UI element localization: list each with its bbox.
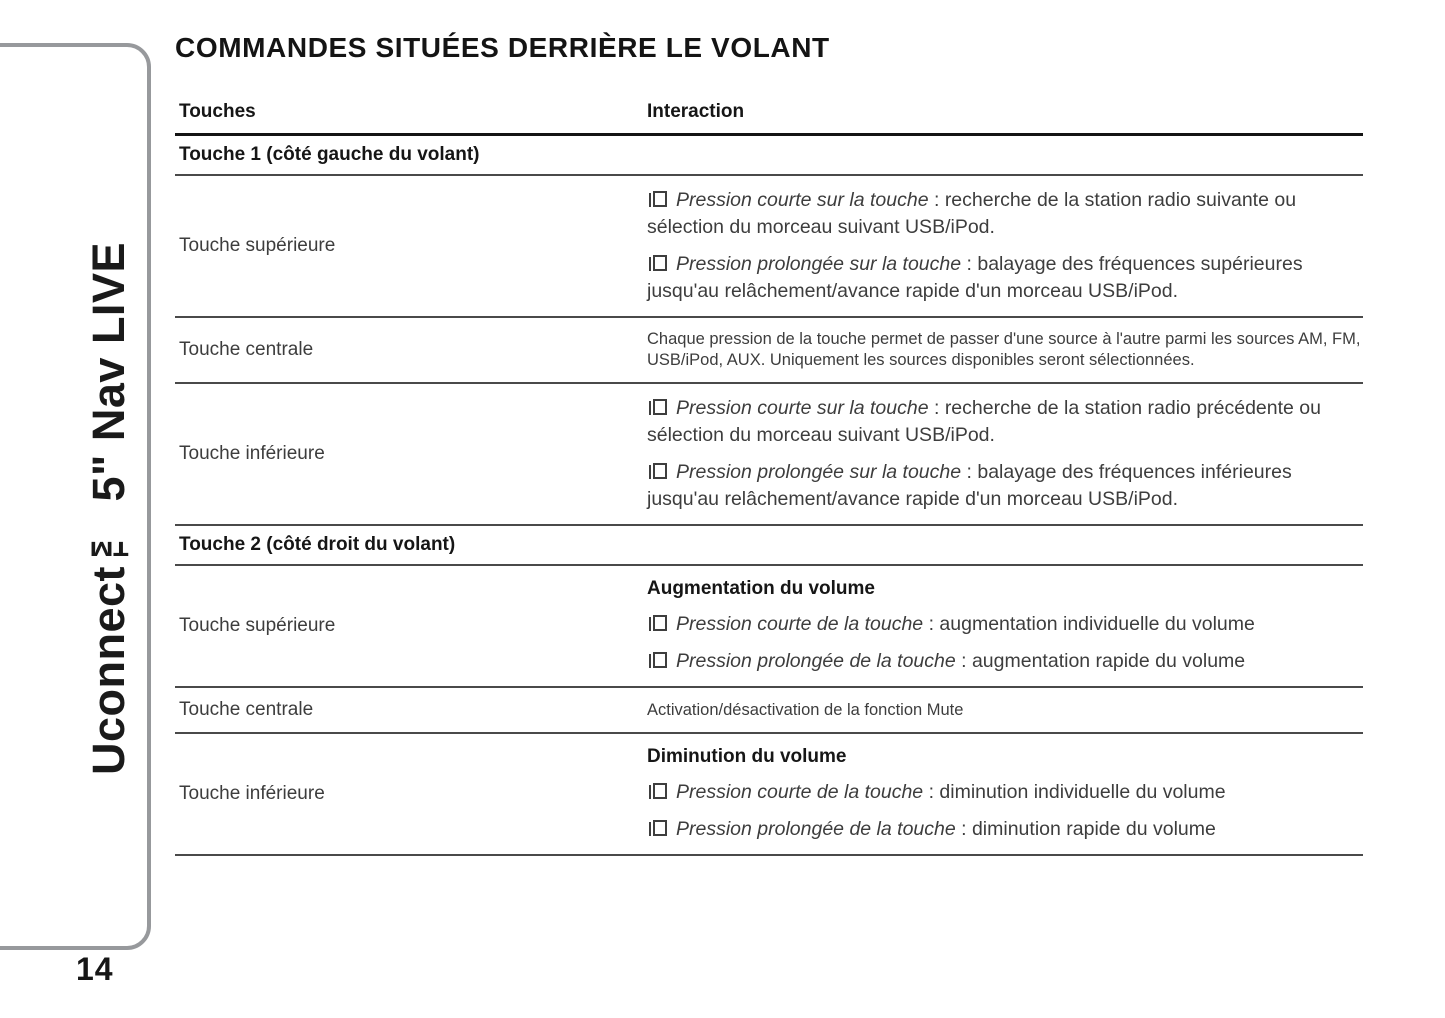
table-row-touche1-superieure bbox=[175, 176, 1363, 318]
interaction-text: Activation/désactivation de la fonction Mute bbox=[647, 700, 964, 719]
interaction-text: : balayage des fréquences inférieures jusqu'au relâchement/avance rapide d'un morceau USB/iPod. bbox=[647, 461, 1292, 510]
column-header-interaction: Interaction bbox=[647, 101, 745, 122]
table-row-touche2-centrale bbox=[175, 688, 1363, 734]
section-row-touche-2: Touche 2 (côté droit du volant) bbox=[175, 526, 1363, 566]
key-press-icon bbox=[653, 463, 667, 479]
interaction-text: : diminution individuelle du volume bbox=[923, 781, 1226, 803]
interaction-text: : recherche de la station radio suivante ou sélection du morceau suivant USB/iPod. bbox=[647, 189, 1297, 238]
interaction-emphasis: Pression courte de la touche bbox=[676, 613, 924, 635]
interaction-text: : augmentation individuelle du volume bbox=[923, 613, 1255, 635]
interaction-emphasis: Pression prolongée sur la touche bbox=[676, 253, 962, 275]
key-press-icon bbox=[653, 652, 667, 668]
touch-label: Touche centrale bbox=[179, 699, 314, 720]
interaction-item bbox=[647, 648, 1363, 675]
interaction-item bbox=[647, 459, 1363, 513]
interaction-text: : recherche de la station radio précédente ou sélection du morceau suivant USB/iPod. bbox=[647, 397, 1321, 446]
page-title: COMMANDES SITUÉES DERRIÈRE LE VOLANT bbox=[175, 32, 830, 63]
interaction-subheading: Diminution du volume bbox=[647, 746, 847, 767]
interaction-item bbox=[647, 395, 1363, 449]
interaction-subheading: Augmentation du volume bbox=[647, 578, 875, 599]
page-number: 14 bbox=[76, 951, 114, 987]
interaction-emphasis: Pression prolongée de la touche bbox=[676, 818, 956, 840]
interaction-item bbox=[647, 187, 1363, 241]
key-press-icon bbox=[653, 615, 667, 631]
table-row-touche1-centrale bbox=[175, 318, 1363, 384]
touch-label: Touche inférieure bbox=[179, 443, 325, 464]
interaction-text: : balayage des fréquences supérieures jusqu'au relâchement/avance rapide d'un morceau USB/iPod. bbox=[647, 253, 1303, 302]
interaction-item bbox=[647, 816, 1363, 843]
table-header-row bbox=[175, 95, 1363, 136]
interaction-cell bbox=[647, 577, 1363, 675]
interaction-cell bbox=[647, 745, 1363, 843]
column-header-touches: Touches bbox=[179, 101, 256, 122]
touch-label: Touche centrale bbox=[179, 339, 314, 360]
interaction-text: Chaque pression de la touche permet de passer d'une source à l'autre parmi les sources AM, FM, USB/iPod, AUX. Uniquement les sources disponibles seront sélectionnées. bbox=[647, 330, 1361, 369]
key-press-icon bbox=[653, 191, 667, 207]
interaction-emphasis: Pression prolongée de la touche bbox=[676, 650, 956, 672]
sidebar-vertical-title: Uconnect™ 5" Nav LIVE bbox=[83, 242, 134, 775]
interaction-emphasis: Pression courte de la touche bbox=[676, 781, 924, 803]
interaction-cell bbox=[647, 329, 1363, 371]
table-row-touche1-inferieure bbox=[175, 384, 1363, 526]
key-press-icon bbox=[653, 255, 667, 271]
key-press-icon bbox=[653, 399, 667, 415]
interaction-text: : augmentation rapide du volume bbox=[955, 650, 1246, 672]
interaction-cell bbox=[647, 187, 1363, 305]
key-press-icon bbox=[653, 783, 667, 799]
section-row-touche-1: Touche 1 (côté gauche du volant) bbox=[175, 136, 1363, 176]
touch-label: Touche supérieure bbox=[179, 615, 336, 636]
interaction-item bbox=[647, 779, 1363, 806]
touch-label: Touche supérieure bbox=[179, 235, 336, 256]
interaction-item bbox=[647, 611, 1363, 638]
key-press-icon bbox=[653, 820, 667, 836]
controls-table bbox=[175, 95, 1363, 856]
interaction-emphasis: Pression courte sur la touche bbox=[676, 397, 929, 419]
table-row-touche2-inferieure bbox=[175, 734, 1363, 856]
touch-label: Touche inférieure bbox=[179, 783, 325, 804]
interaction-item bbox=[647, 251, 1363, 305]
interaction-cell bbox=[647, 395, 1363, 513]
table-row-touche2-superieure bbox=[175, 566, 1363, 688]
interaction-emphasis: Pression prolongée sur la touche bbox=[676, 461, 962, 483]
interaction-emphasis: Pression courte sur la touche bbox=[676, 189, 929, 211]
interaction-cell bbox=[647, 700, 1363, 721]
interaction-text: : diminution rapide du volume bbox=[955, 818, 1216, 840]
